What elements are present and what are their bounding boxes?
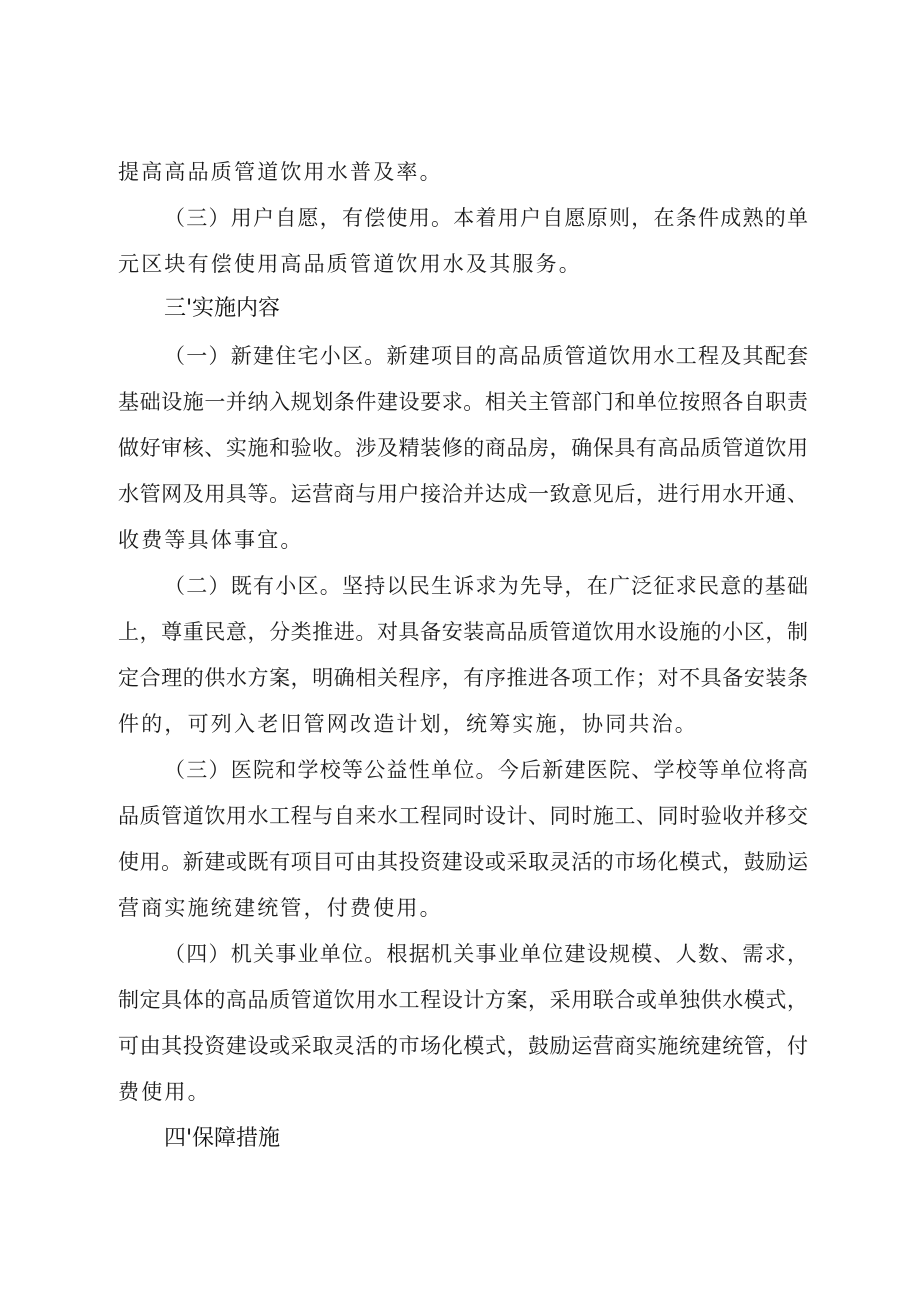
paragraph-line: 做好审核、实施和验收。涉及精装修的商品房，确保具有高品质管道饮用 (118, 436, 808, 460)
paragraph-line: （二）既有小区。坚持以民生诉求为先导，在广泛征求民意的基础 (164, 574, 808, 598)
section-heading: 三'实施内容 (164, 296, 281, 321)
paragraph-line: 品质管道饮用水工程与自来水工程同时设计、同时施工、同时验收并移交 (118, 804, 808, 828)
paragraph-line: 可由其投资建设或采取灵活的市场化模式，鼓励运营商实施统建统管，付 (118, 1034, 808, 1058)
paragraph-line: （四）机关事业单位。根据机关事业单位建设规模、人数、需求， (164, 942, 808, 966)
paragraph-line: 元区块有偿使用高品质管道饮用水及其服务。 (118, 252, 582, 276)
paragraph-line: 定合理的供水方案，明确相关程序，有序推进各项工作；对不具备安装条 (118, 666, 808, 690)
paragraph-line: （三）用户自愿，有偿使用。本着用户自愿原则，在条件成熟的单 (164, 206, 808, 230)
paragraph-line: （三）医院和学校等公益性单位。今后新建医院、学校等单位将高 (164, 758, 808, 782)
paragraph-line: 收费等具体事宜。 (118, 528, 304, 552)
paragraph-line: 提高高品质管道饮用水普及率。 (118, 160, 443, 184)
paragraph-line: 费使用。 (118, 1080, 211, 1104)
paragraph-line: 水管网及用具等。运营商与用户接洽并达成一致意见后，进行用水开通、 (118, 482, 808, 506)
paragraph-line: 营商实施统建统管，付费使用。 (118, 896, 443, 920)
paragraph-line: 件的，可列入老旧管网改造计划，统筹实施，协同共治。 (118, 712, 698, 736)
paragraph-line: 基础设施一并纳入规划条件建设要求。相关主管部门和单位按照各自职责 (118, 390, 808, 414)
paragraph-line: 制定具体的高品质管道饮用水工程设计方案，采用联合或单独供水模式， (118, 988, 808, 1012)
paragraph-line: 使用。新建或既有项目可由其投资建设或采取灵活的市场化模式，鼓励运 (118, 850, 808, 874)
section-heading: 四'保障措施 (164, 1126, 281, 1151)
paragraph-line: （一）新建住宅小区。新建项目的高品质管道饮用水工程及其配套 (164, 344, 808, 368)
paragraph-line: 上，尊重民意，分类推进。对具备安装高品质管道饮用水设施的小区，制 (118, 620, 808, 644)
